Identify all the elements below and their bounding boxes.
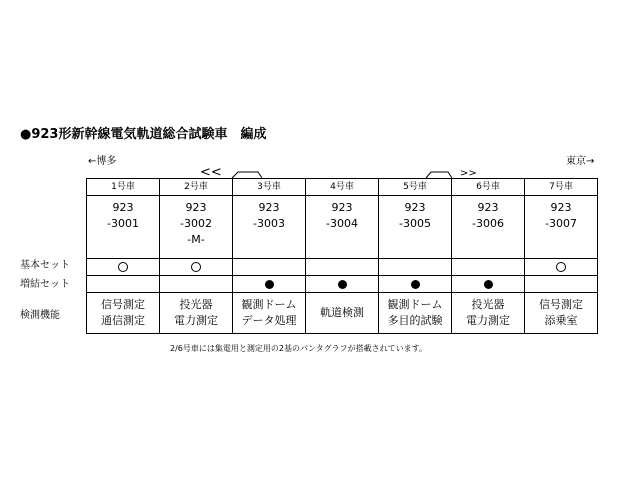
direction-hakata: ←博多: [88, 156, 117, 167]
function-line: 通信測定: [101, 314, 145, 327]
added-set-cell: [525, 276, 598, 293]
pantograph-arrow-left: <<: [200, 165, 222, 180]
car-label: 4号車: [306, 179, 379, 196]
car-label: 3号車: [233, 179, 306, 196]
basic-set-cell: [525, 259, 598, 276]
basic-set-cell: [160, 259, 233, 276]
basic-set-circle-icon: [118, 262, 128, 272]
added-set-cell: [306, 276, 379, 293]
added-set-cell: [379, 276, 452, 293]
function-line: 信号測定: [101, 298, 145, 311]
vehicle-number-cell: [160, 196, 233, 259]
car-label: 1号車: [87, 179, 160, 196]
vehicle-number-cell: [452, 196, 525, 259]
added-set-dot-icon: [265, 280, 274, 289]
vehicle-series: 923: [185, 201, 207, 214]
row-label-function: 検測機能: [20, 310, 60, 321]
car-label: 5号車: [379, 179, 452, 196]
basic-set-circle-icon: [191, 262, 201, 272]
function-cell: [160, 293, 233, 334]
car-label: 2号車: [160, 179, 233, 196]
function-line: 多目的試験: [387, 314, 443, 327]
vehicle-series: 923: [550, 201, 572, 214]
function-cell: [379, 293, 452, 334]
vehicle-number-cell: [306, 196, 379, 259]
footnote: 2/6号車には集電用と測定用の2基のパンタグラフが搭載されています。: [170, 344, 428, 353]
row-label-added-set: 増結セット: [20, 279, 70, 290]
added-set-cell: [452, 276, 525, 293]
vehicle-note: -M-: [187, 233, 205, 246]
function-line: 観測ドーム: [387, 298, 443, 311]
function-line: 添乗室: [544, 314, 578, 327]
vehicle-series: 923: [477, 201, 499, 214]
function-cell: [233, 293, 306, 334]
vehicle-number: -3004: [326, 217, 358, 230]
vehicle-number: -3006: [472, 217, 504, 230]
basic-set-cell: [379, 259, 452, 276]
vehicle-series: 923: [258, 201, 280, 214]
function-cell: [525, 293, 598, 334]
direction-tokyo: 東京→: [566, 156, 595, 167]
function-cell: [452, 293, 525, 334]
vehicle-number-cell: [87, 196, 160, 259]
basic-set-cell: [306, 259, 379, 276]
vehicle-series: 923: [331, 201, 353, 214]
added-set-cell: [160, 276, 233, 293]
vehicle-number-cell: [233, 196, 306, 259]
function-line: 軌道検測: [320, 306, 364, 319]
function-line: 電力測定: [174, 314, 218, 327]
added-set-dot-icon: [338, 280, 347, 289]
row-label-basic-set: 基本セット: [20, 260, 70, 271]
function-cell: [87, 293, 160, 334]
function-line: 観測ドーム: [241, 298, 297, 311]
basic-set-circle-icon: [556, 262, 566, 272]
pantograph-arrow-right: >>: [460, 168, 477, 179]
car-label: 6号車: [452, 179, 525, 196]
basic-set-row: [87, 259, 598, 276]
vehicle-number: -3007: [545, 217, 577, 230]
page-title: ●923形新幹線電気軌道総合試験車 編成: [20, 127, 267, 142]
vehicle-series: 923: [112, 201, 134, 214]
added-set-cell: [87, 276, 160, 293]
vehicle-number: -3005: [399, 217, 431, 230]
function-line: データ処理: [241, 314, 297, 327]
car-label: 7号車: [525, 179, 598, 196]
formation-table: [86, 178, 598, 334]
vehicle-number: -3001: [107, 217, 139, 230]
vehicle-number-row: [87, 196, 598, 259]
vehicle-series: 923: [404, 201, 426, 214]
basic-set-cell: [452, 259, 525, 276]
vehicle-number: -3003: [253, 217, 285, 230]
added-set-cell: [233, 276, 306, 293]
function-cell: [306, 293, 379, 334]
vehicle-number: -3002: [180, 217, 212, 230]
function-row: [87, 293, 598, 334]
basic-set-cell: [233, 259, 306, 276]
added-set-dot-icon: [484, 280, 493, 289]
basic-set-cell: [87, 259, 160, 276]
vehicle-number-cell: [525, 196, 598, 259]
function-line: 投光器: [471, 298, 505, 311]
function-line: 信号測定: [539, 298, 583, 311]
vehicle-number-cell: [379, 196, 452, 259]
function-line: 投光器: [179, 298, 213, 311]
car-number-row: [87, 179, 598, 196]
function-line: 電力測定: [466, 314, 510, 327]
added-set-row: [87, 276, 598, 293]
added-set-dot-icon: [411, 280, 420, 289]
